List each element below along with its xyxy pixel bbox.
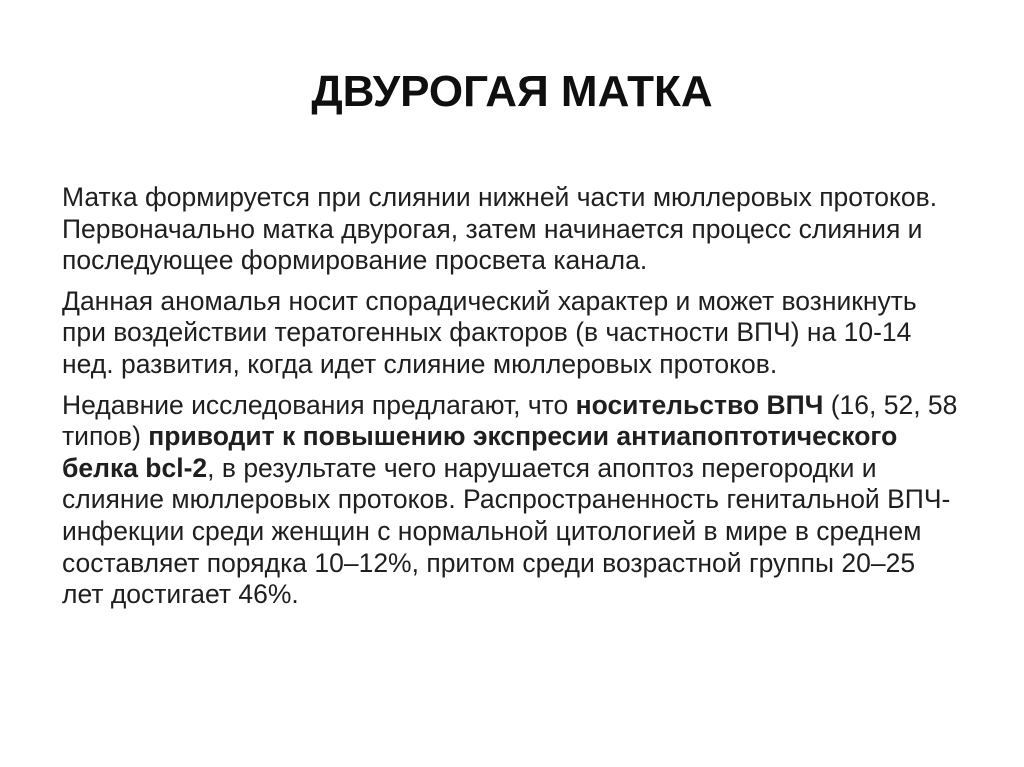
research-text-intro: Недавние исследования предлагают, что bbox=[62, 389, 576, 420]
research-text-types: (16, 52, 58 типов) bbox=[62, 389, 958, 452]
research-text-prevalence: , в результате чего нарушается апоптоз перегородки и слияние мюллеровых протоков. Распространенность генитальной ВПЧ-инфекции среди женщин с нормальной цитологией в мире в среднем составляет порядка 10–12%, притом среди возрастной группы 20–25 лет достигает 46%. bbox=[62, 452, 951, 610]
paragraph-formation: Матка формируется при слиянии нижней части мюллеровых протоков. Первоначально матка двурогая, затем начинается процесс слияния и последующее формирование просвета канала. bbox=[62, 182, 938, 276]
slide-title: ДВУРОГАЯ МАТКА bbox=[311, 67, 713, 116]
paragraph-research bbox=[62, 390, 962, 611]
research-text-hpv-carriage: носительство ВПЧ bbox=[575, 389, 824, 420]
research-text-bcl2: приводит к повышению экспресии антиапоптотического белка bcl-2 bbox=[62, 421, 898, 483]
paragraph-anomaly: Данная аномалья носит спорадический характер и может возникнуть при воздействии тератогенных факторов (в частности ВПЧ) на 10-14 нед. развития, когда идет слияние мюллеровых протоков. bbox=[62, 285, 917, 379]
slide-body bbox=[62, 182, 962, 611]
